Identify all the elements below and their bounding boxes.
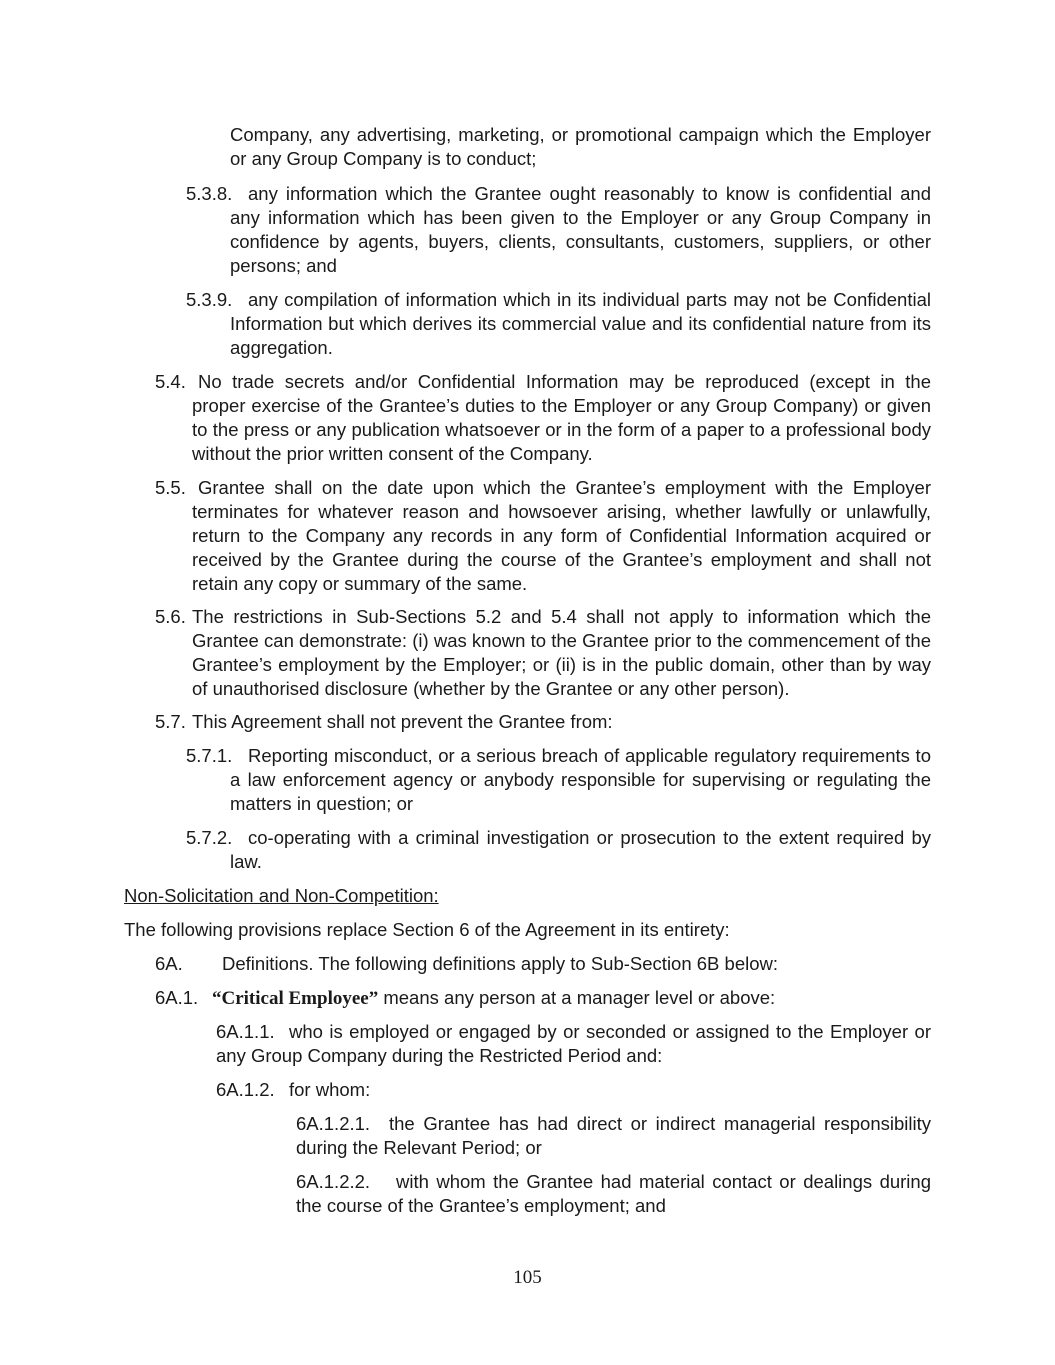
- section-text: co-operating with a criminal investigation or prosecution to the extent required by law.: [230, 827, 931, 872]
- section-text: the Grantee has had direct or indirect managerial responsibility during the Relevant Period; or: [296, 1113, 931, 1158]
- section-6a-1-1: [216, 1020, 931, 1068]
- section-number: 6A.1.2.: [216, 1079, 275, 1100]
- section-number: 5.4.: [155, 371, 186, 392]
- section-heading: Non-Solicitation and Non-Competition:: [124, 885, 439, 906]
- section-number: 6A.1.2.1.: [296, 1113, 371, 1134]
- paragraph-continuation: [230, 123, 931, 171]
- section-text: Reporting misconduct, or a serious breach of applicable regulatory requirements to a law enforcement agency or anybody responsible for supervising or regulating the matters in question; or: [230, 745, 931, 814]
- section-number: 5.3.8.: [186, 183, 233, 204]
- section-6a-1: [212, 986, 775, 1011]
- section-5-7-1: [230, 744, 931, 816]
- section-number: 6A.1.2.2.: [296, 1171, 371, 1192]
- section-number: 5.7.1.: [186, 745, 233, 766]
- section-text: who is employed or engaged by or seconded or assigned to the Employer or any Group Company during the Restricted Period and:: [216, 1021, 931, 1066]
- section-text: Grantee shall on the date upon which the Grantee’s employment with the Employer terminates for whatever reason and howsoever arising, whether lawfully or unlawfully, return to the Company any records in any form of Confidential Information acquired or received by the Grantee during the course of the Grantee’s employment and shall not retain any copy or summary of the same.: [192, 477, 931, 594]
- section-text: any information which the Grantee ought reasonably to know is confidential and any information which has been given to the Employer or any Group Company in confidence by agents, buyers, clients, consultants, customers, suppliers, or other persons; and: [230, 183, 931, 276]
- section-text: No trade secrets and/or Confidential Information may be reproduced (except in the proper exercise of the Grantee’s duties to the Employer or any Group Company) or given to the press or any publication whatsoever or in the form of a paper to a professional body without the prior written consent of the Company.: [192, 371, 931, 464]
- section-number: 5.3.9.: [186, 289, 233, 310]
- defined-term: “Critical Employee”: [212, 988, 379, 1009]
- section-text: with whom the Grantee had material contact or dealings during the course of the Grantee’s employment; and: [296, 1171, 931, 1216]
- section-5-3-8: [230, 182, 931, 278]
- section-number: 5.6.: [155, 606, 186, 627]
- section-text: The restrictions in Sub-Sections 5.2 and 5.4 shall not apply to information which the Grantee can demonstrate: (i) was known to the Grantee prior to the commencement of the Grantee’s employment by the Employer; or (ii) is in the public domain, other than by way of unauthorised disclosure (whether by the Grantee or any other person).: [192, 606, 931, 699]
- section-number: 5.7.2.: [186, 827, 233, 848]
- section-5-3-9: [230, 288, 931, 360]
- section-text: means any person at a manager level or above:: [383, 987, 776, 1008]
- intro-text: The following provisions replace Section 6 of the Agreement in its entirety:: [124, 919, 730, 940]
- section-6a-1-2-2: [296, 1170, 931, 1218]
- section-number: 5.7.: [155, 711, 186, 732]
- section-5-7: This Agreement shall not prevent the Grantee from:: [192, 711, 613, 732]
- section-5-4: [192, 370, 931, 466]
- section-5-5: [192, 476, 931, 596]
- page-number: 105: [513, 1267, 542, 1288]
- section-6a: Definitions. The following definitions apply to Sub-Section 6B below:: [222, 953, 779, 974]
- section-6a-1-2: for whom:: [289, 1079, 371, 1100]
- section-5-6: [192, 605, 931, 701]
- section-number: 6A.1.1.: [216, 1021, 275, 1042]
- section-number: 5.5.: [155, 477, 186, 498]
- section-number: 6A.: [155, 953, 183, 974]
- section-text: any compilation of information which in its individual parts may not be Confidential Information but which derives its commercial value and its confidential nature from its aggregation.: [230, 289, 931, 358]
- section-number: 6A.1.: [155, 987, 199, 1008]
- paragraph-text: Company, any advertising, marketing, or promotional campaign which the Employer or any Group Company is to conduct;: [230, 124, 931, 169]
- section-6a-1-2-1: [296, 1112, 931, 1160]
- section-5-7-2: [230, 826, 931, 874]
